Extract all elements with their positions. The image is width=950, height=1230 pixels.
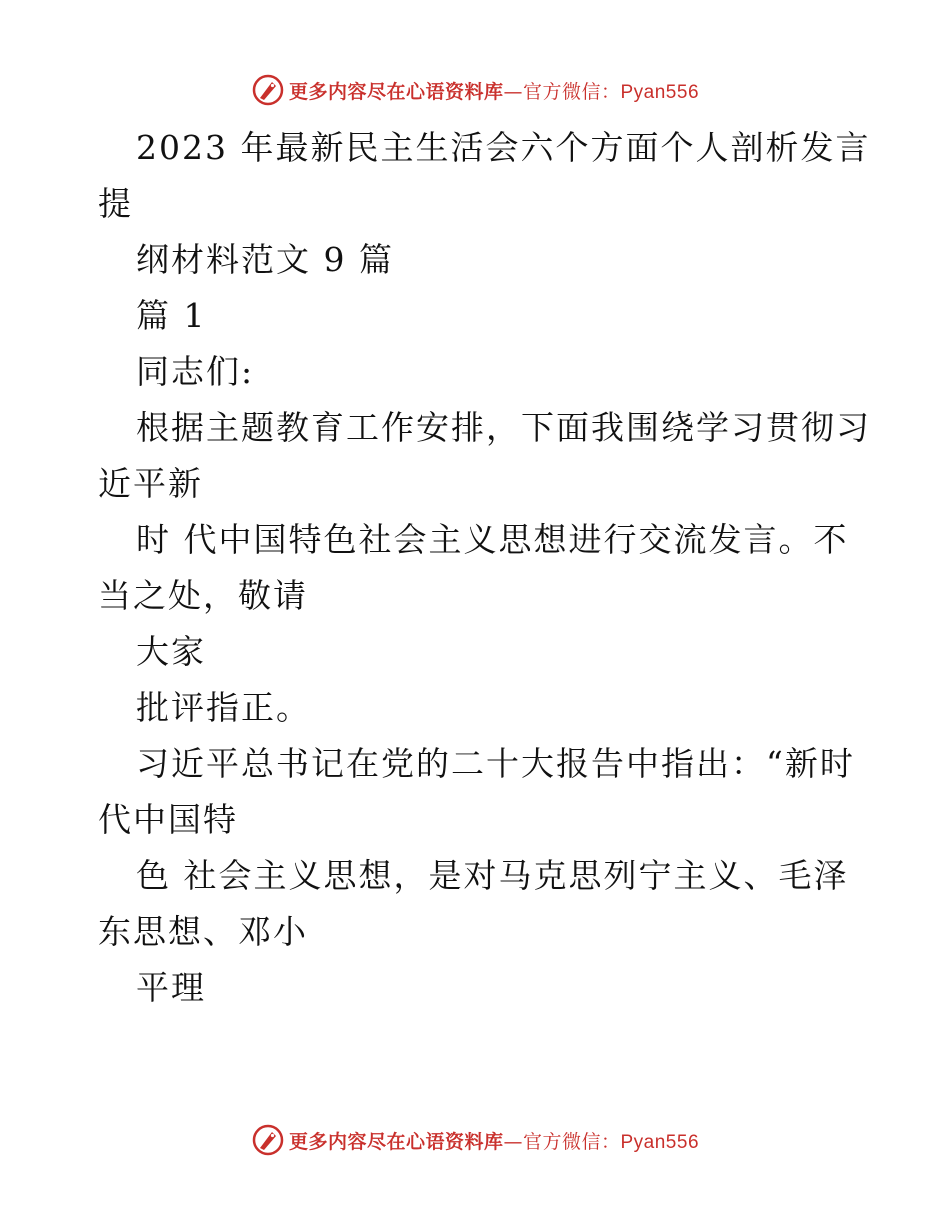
document-line: 同志们:: [136, 352, 255, 391]
document-body: [98, 120, 871, 1016]
watermark-separator: —: [503, 80, 523, 103]
document-line: 根据主题教育工作安排，下面我围绕学习贯彻习: [136, 408, 871, 447]
document-line: 批评指正。: [136, 688, 311, 727]
footer-watermark: [0, 1120, 950, 1160]
document-line: 当之处，敬请: [98, 576, 308, 615]
document-line: 东思想、邓小: [98, 912, 308, 951]
document-line: 纲材料范文 9 篇: [136, 240, 394, 279]
watermark-text: [289, 1127, 699, 1154]
document-line: 篇 1: [136, 296, 207, 335]
header-watermark: [0, 70, 950, 110]
watermark-wechat-label: 官方微信：: [522, 80, 621, 103]
pen-nib-circle-icon: [251, 73, 285, 107]
document-line: 习近平总书记在党的二十大报告中指出：“新时: [136, 744, 855, 783]
watermark-brand: 更多内容尽在心语资料库: [288, 1130, 504, 1153]
watermark-text: [289, 77, 699, 104]
document-line: 近平新: [98, 464, 203, 503]
pen-nib-circle-icon: [251, 1123, 285, 1157]
document-line: 代中国特: [98, 800, 238, 839]
document-line: 平理: [136, 968, 206, 1007]
watermark-brand: 更多内容尽在心语资料库: [288, 80, 504, 103]
watermark-wechat-label: 官方微信：: [522, 1130, 621, 1153]
watermark-account: Pyan556: [620, 81, 700, 103]
document-line: 大家: [136, 632, 206, 671]
document-line: 提: [98, 184, 133, 223]
watermark-separator: —: [503, 1130, 523, 1153]
watermark-account: Pyan556: [620, 1131, 700, 1153]
document-line: 色 社会主义思想，是对马克思列宁主义、毛泽: [136, 856, 849, 895]
document-line: 2023 年最新民主生活会六个方面个人剖析发言: [136, 128, 871, 167]
document-line: 时 代中国特色社会主义思想进行交流发言。不: [136, 520, 849, 559]
